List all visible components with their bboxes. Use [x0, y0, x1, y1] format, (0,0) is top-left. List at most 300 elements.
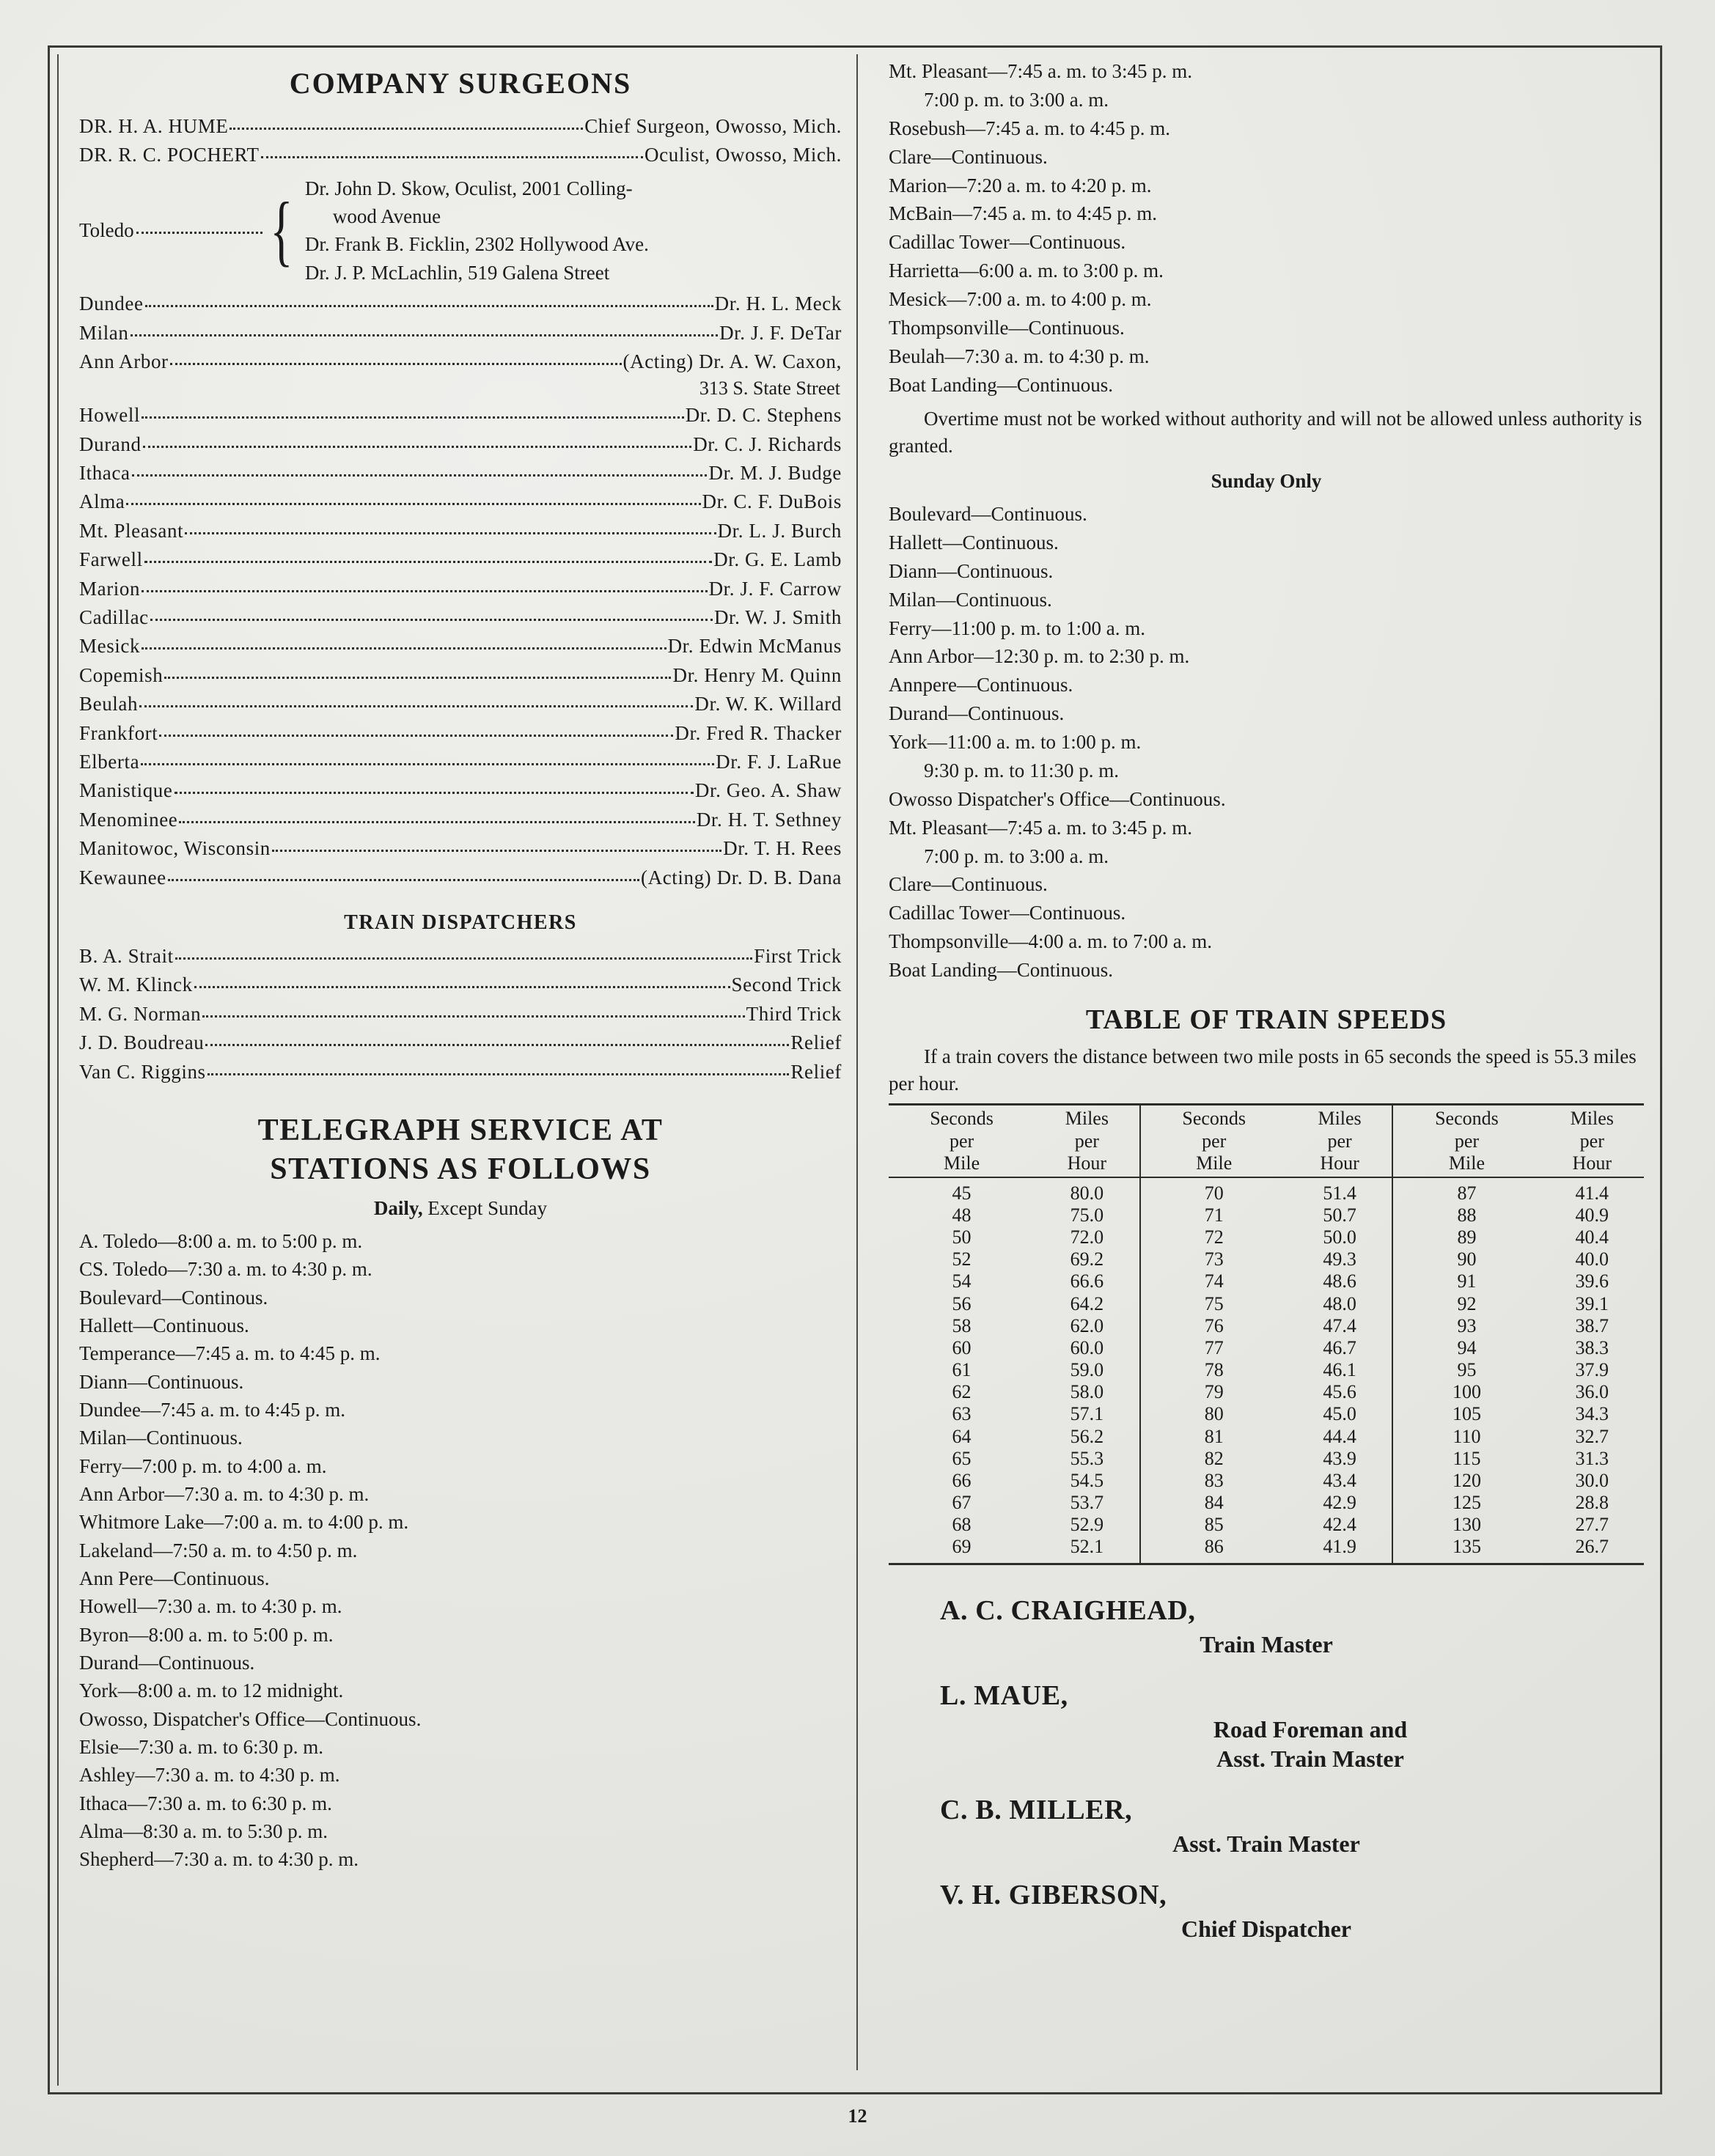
signature-name: C. B. MILLER, — [940, 1794, 1133, 1825]
dispatcher-row — [79, 942, 842, 971]
leader-dots — [144, 547, 712, 563]
table-row — [889, 1177, 1644, 1204]
table-cell: 63 — [952, 1403, 972, 1425]
leader-row-name: Dundee — [79, 293, 144, 315]
table-cell: 71 — [1204, 1204, 1224, 1226]
table-cell: 61 — [952, 1359, 972, 1381]
leader-row-value: Dr. Henry M. Quinn — [672, 663, 842, 686]
leader-row-name: Van C. Riggins — [79, 1060, 206, 1083]
telegraph-station-item: Boulevard—Continous. — [79, 1286, 268, 1309]
telegraph-station-item: Diann—Continuous. — [79, 1370, 244, 1393]
dispatchers-rows — [79, 942, 842, 1086]
table-cell: 87 — [1457, 1182, 1477, 1204]
table-cell: 73 — [1204, 1248, 1224, 1270]
table-column-header-line: Hour — [1572, 1152, 1612, 1174]
surgeon-row — [79, 430, 842, 459]
sunday-station-item: Ferry—11:00 p. m. to 1:00 a. m. — [889, 617, 1145, 639]
dispatcher-row — [79, 1058, 842, 1086]
leader-row-name: Howell — [79, 404, 141, 427]
sunday-only-heading: Sunday Only — [1211, 470, 1322, 492]
table-cell: 40.9 — [1575, 1204, 1609, 1226]
telegraph-station-item: Elsie—7:30 a. m. to 6:30 p. m. — [79, 1735, 323, 1758]
table-cell: 66.6 — [1035, 1270, 1140, 1292]
table-cell: 45 — [952, 1182, 972, 1204]
table-cell: 27.7 — [1575, 1514, 1609, 1536]
telegraph-station-item: Ann Pere—Continuous. — [79, 1567, 270, 1590]
table-cell: 75 — [1204, 1292, 1224, 1314]
table-cell: 40.4 — [1575, 1226, 1609, 1248]
table-cell: 40.0 — [1575, 1248, 1609, 1270]
table-column-header — [889, 1105, 1035, 1177]
surgeon-row — [79, 603, 842, 632]
table-cell: 75.0 — [1035, 1204, 1140, 1226]
table-column-header — [1288, 1105, 1393, 1177]
left-column — [79, 57, 842, 1874]
table-column-header-line: Mile — [1448, 1152, 1485, 1174]
surgeon-row — [79, 488, 842, 516]
telegraph-heading-line2: STATIONS AS FOLLOWS — [270, 1152, 651, 1186]
table-cell: 58.0 — [1035, 1381, 1140, 1403]
sunday-station-item: 9:30 p. m. to 11:30 p. m. — [924, 759, 1120, 781]
table-cell: 31.3 — [1575, 1447, 1609, 1469]
leader-row-value: Dr. C. J. Richards — [693, 433, 842, 455]
leader-row-name: Farwell — [79, 548, 143, 571]
table-column-header-line: per — [1579, 1130, 1604, 1152]
leader-dots — [164, 662, 671, 678]
leader-row-name: Durand — [79, 433, 142, 455]
table-cell: 120 — [1452, 1469, 1481, 1491]
leader-dots — [142, 575, 707, 592]
leader-dots — [175, 943, 752, 960]
table-cell: 115 — [1453, 1447, 1481, 1469]
table-cell: 82 — [1204, 1447, 1224, 1469]
surgeon-row — [79, 748, 842, 776]
leader-row-name: Marion — [79, 577, 141, 600]
telegraph-station-item: Harrietta—6:00 a. m. to 3:00 p. m. — [889, 260, 1164, 282]
leader-dots — [168, 864, 639, 880]
leader-row-value: Dr. G. E. Lamb — [713, 548, 842, 571]
leader-dots — [205, 1030, 789, 1046]
leader-dots — [143, 431, 692, 447]
table-cell: 65 — [952, 1447, 972, 1469]
table-cell: 72 — [1204, 1226, 1224, 1248]
telegraph-station-item: Lakeland—7:50 a. m. to 4:50 p. m. — [79, 1539, 358, 1561]
table-column-header-line: per — [1074, 1130, 1099, 1152]
sunday-station-item: Owosso Dispatcher's Office—Continuous. — [889, 787, 1226, 810]
telegraph-station-item: Marion—7:20 a. m. to 4:20 p. m. — [889, 174, 1152, 196]
surgeon-row — [79, 112, 842, 141]
signature-name: V. H. GIBERSON, — [940, 1879, 1167, 1910]
leader-row-name: Kewaunee — [79, 866, 166, 888]
leader-row-name: Milan — [79, 321, 129, 344]
leader-dots — [142, 633, 666, 650]
train-speeds-table-wrapper — [889, 1103, 1644, 1564]
surgeon-row — [79, 834, 842, 863]
table-column-header-line: Miles — [1065, 1108, 1109, 1130]
table-cell: 64.2 — [1035, 1293, 1140, 1315]
leader-row-name: Alma — [79, 490, 125, 513]
leader-dots — [159, 720, 673, 736]
sunday-station-item: Thompsonville—4:00 a. m. to 7:00 a. m. — [889, 930, 1212, 953]
leader-row-name: DR. R. C. POCHERT — [79, 144, 260, 166]
table-cell: 135 — [1452, 1536, 1481, 1558]
table-cell: 46.1 — [1288, 1359, 1393, 1381]
table-cell: 105 — [1452, 1403, 1481, 1425]
leader-dots — [131, 320, 719, 336]
table-cell: 41.9 — [1288, 1536, 1393, 1562]
toledo-line: Dr. J. P. McLachlin, 519 Galena Street — [304, 261, 610, 284]
leader-dots — [126, 489, 700, 505]
telegraph-station-item: Ferry—7:00 p. m. to 4:00 a. m. — [79, 1454, 327, 1477]
telegraph-station-item: Owosso, Dispatcher's Office—Continuous. — [79, 1707, 422, 1730]
right-column — [889, 57, 1644, 1964]
table-row — [889, 1204, 1644, 1226]
table-row — [889, 1270, 1644, 1292]
leader-row-name: Cadillac — [79, 606, 149, 628]
table-cell: 41.4 — [1575, 1182, 1609, 1204]
table-cell: 70 — [1204, 1182, 1224, 1204]
table-cell: 67 — [952, 1492, 972, 1514]
table-column-header-line: per — [949, 1130, 974, 1152]
table-cell: 59.0 — [1035, 1359, 1140, 1381]
telegraph-station-item: Mt. Pleasant—7:45 a. m. to 3:45 p. m. — [889, 60, 1192, 82]
table-cell: 45.0 — [1288, 1403, 1393, 1425]
surgeon-row — [79, 776, 842, 805]
dispatcher-row — [79, 971, 842, 999]
surgeon-row — [79, 806, 842, 834]
daily-continued-list — [889, 57, 1644, 400]
table-row — [889, 1293, 1644, 1315]
table-cell: 80.0 — [1035, 1177, 1140, 1204]
telegraph-station-item: Temperance—7:45 a. m. to 4:45 p. m. — [79, 1342, 381, 1365]
signature-name: L. MAUE, — [940, 1679, 1068, 1711]
sunday-station-item: Diann—Continuous. — [889, 559, 1054, 582]
toledo-line: wood Avenue — [332, 205, 441, 228]
telegraph-station-item: CS. Toledo—7:30 a. m. to 4:30 p. m. — [79, 1258, 372, 1281]
table-row — [889, 1337, 1644, 1359]
leader-row-name: W. M. Klinck — [79, 974, 193, 996]
telegraph-subheading — [79, 1197, 842, 1220]
leader-dots — [208, 1059, 790, 1075]
leader-dots — [202, 1001, 744, 1017]
telegraph-station-item: Ashley—7:30 a. m. to 4:30 p. m. — [79, 1764, 340, 1787]
leader-row-value: Dr. L. J. Burch — [717, 519, 842, 542]
table-cell: 38.3 — [1575, 1336, 1609, 1358]
train-speeds-tbody — [889, 1177, 1644, 1563]
table-column-header-line: Miles — [1318, 1108, 1362, 1130]
table-column-header-line: per — [1327, 1130, 1352, 1152]
leader-dots — [141, 749, 714, 765]
leader-row-value: (Acting) Dr. A. W. Caxon, — [623, 350, 842, 372]
table-cell: 93 — [1457, 1314, 1477, 1336]
table-cell: 55.3 — [1035, 1448, 1140, 1470]
table-cell: 52 — [952, 1248, 972, 1270]
table-row — [889, 1315, 1644, 1337]
telegraph-station-item: Clare—Continuous. — [889, 145, 1048, 168]
table-header-row — [889, 1105, 1644, 1177]
table-cell: 78 — [1204, 1359, 1224, 1381]
toledo-label — [79, 216, 262, 244]
table-column-header-line: Seconds — [1182, 1108, 1246, 1130]
table-cell: 100 — [1452, 1381, 1481, 1403]
table-cell: 50.0 — [1288, 1226, 1393, 1248]
surgeon-row — [79, 141, 842, 169]
toledo-line: Dr. John D. Skow, Oculist, 2001 Colling- — [304, 177, 633, 199]
surgeons-top-rows — [79, 112, 842, 170]
table-cell: 42.4 — [1288, 1514, 1393, 1536]
surgeon-row — [79, 719, 842, 748]
telegraph-subheading-rest: Except Sunday — [422, 1197, 548, 1220]
telegraph-station-item: Milan—Continuous. — [79, 1427, 243, 1449]
table-cell: 52.1 — [1035, 1536, 1140, 1562]
table-cell: 39.6 — [1575, 1270, 1609, 1292]
leader-dots — [132, 460, 708, 477]
leader-row-name: DR. H. A. HUME — [79, 115, 229, 137]
table-cell: 60 — [952, 1336, 972, 1358]
signature-block — [889, 1594, 1644, 1943]
table-cell: 79 — [1204, 1381, 1224, 1403]
telegraph-station-item: 7:00 p. m. to 3:00 a. m. — [924, 88, 1109, 111]
leader-row-value: Dr. T. H. Rees — [723, 837, 842, 860]
table-cell: 95 — [1457, 1359, 1477, 1381]
leader-row-value: Second Trick — [731, 974, 842, 996]
sunday-station-item: York—11:00 a. m. to 1:00 p. m. — [889, 731, 1142, 753]
table-column-header-line: per — [1202, 1130, 1227, 1152]
leader-row-value: (Acting) Dr. D. B. Dana — [641, 866, 842, 888]
leader-row-value: Dr. H. L. Meck — [714, 293, 842, 315]
sunday-station-item: Clare—Continuous. — [889, 873, 1048, 896]
leader-row-name: Frankfort — [79, 721, 158, 744]
table-cell: 92 — [1457, 1292, 1477, 1314]
table-cell: 110 — [1453, 1425, 1481, 1447]
table-row — [889, 1492, 1644, 1514]
toledo-surgeons-block — [79, 174, 842, 287]
table-cell: 130 — [1452, 1514, 1481, 1536]
train-speeds-heading: TABLE OF TRAIN SPEEDS — [1085, 1004, 1447, 1035]
surgeon-row — [79, 661, 842, 690]
surgeon-row — [79, 545, 842, 574]
telegraph-station-item: Ithaca—7:30 a. m. to 6:30 p. m. — [79, 1792, 332, 1814]
table-cell: 28.8 — [1575, 1492, 1609, 1514]
leader-row-value: Dr. F. J. LaRue — [716, 751, 842, 773]
sunday-only-list — [889, 500, 1644, 985]
table-row — [889, 1403, 1644, 1425]
table-cell: 39.1 — [1575, 1292, 1609, 1314]
ann-arbor-address: 313 S. State Street — [699, 378, 840, 400]
sunday-station-item: Mt. Pleasant—7:45 a. m. to 3:45 p. m. — [889, 816, 1192, 839]
leader-dots — [185, 518, 716, 534]
table-cell: 34.3 — [1575, 1403, 1609, 1425]
leader-row-value: Dr. C. F. DuBois — [702, 490, 842, 513]
dispatcher-row — [79, 1000, 842, 1029]
sunday-station-item: 7:00 p. m. to 3:00 a. m. — [924, 845, 1109, 867]
overtime-note: Overtime must not be worked without authority and will not be allowed unless authority is granted. — [889, 407, 1642, 457]
table-cell: 52.9 — [1035, 1514, 1140, 1536]
leader-row-name: Elberta — [79, 751, 140, 773]
table-column-header — [1035, 1105, 1140, 1177]
leader-row-value: Relief — [790, 1060, 842, 1083]
telegraph-station-item: Whitmore Lake—7:00 a. m. to 4:00 p. m. — [79, 1511, 409, 1534]
telegraph-station-item: A. Toledo—8:00 a. m. to 5:00 p. m. — [79, 1230, 363, 1253]
train-dispatchers-heading: TRAIN DISPATCHERS — [344, 911, 577, 935]
table-row — [889, 1381, 1644, 1403]
leader-dots — [142, 402, 684, 419]
sunday-station-item: Cadillac Tower—Continuous. — [889, 902, 1126, 924]
telegraph-station-item: Durand—Continuous. — [79, 1652, 255, 1674]
table-column-header — [1140, 1105, 1288, 1177]
table-cell: 66 — [952, 1469, 972, 1491]
telegraph-station-item: Dundee—7:45 a. m. to 4:45 p. m. — [79, 1399, 345, 1421]
leader-dots — [261, 142, 643, 158]
leader-row-value: Dr. W. K. Willard — [694, 693, 842, 715]
telegraph-station-item: Beulah—7:30 a. m. to 4:30 p. m. — [889, 345, 1150, 367]
table-cell: 38.7 — [1575, 1314, 1609, 1336]
table-cell: 58 — [952, 1314, 972, 1336]
train-speeds-table — [889, 1103, 1644, 1562]
table-cell: 50 — [952, 1226, 972, 1248]
table-cell: 81 — [1204, 1425, 1224, 1447]
table-cell: 49.3 — [1288, 1248, 1393, 1270]
table-cell: 54 — [952, 1270, 972, 1292]
table-column-header-line: Mile — [944, 1152, 980, 1174]
leader-row-name: Ithaca — [79, 461, 131, 484]
table-row — [889, 1448, 1644, 1470]
table-cell: 64 — [952, 1425, 972, 1447]
table-row — [889, 1536, 1644, 1562]
column-divider — [856, 54, 858, 2070]
table-cell: 80 — [1204, 1403, 1224, 1425]
sunday-station-item: Annpere—Continuous. — [889, 674, 1073, 696]
sunday-station-item: Milan—Continuous. — [889, 588, 1052, 611]
table-row — [889, 1470, 1644, 1492]
table-cell: 32.7 — [1575, 1425, 1609, 1447]
leader-row-name: Ann Arbor — [79, 350, 169, 372]
signature-title: Asst. Train Master — [1172, 1830, 1360, 1857]
telegraph-station-item: York—8:00 a. m. to 12 midnight. — [79, 1679, 344, 1702]
telegraph-heading-line1: TELEGRAPH SERVICE AT — [257, 1114, 664, 1148]
leader-dots — [179, 806, 694, 823]
telegraph-station-list — [79, 1227, 842, 1874]
table-cell: 85 — [1204, 1514, 1224, 1536]
telegraph-station-item: McBain—7:45 a. m. to 4:45 p. m. — [889, 202, 1157, 225]
signature-title: Train Master — [1200, 1630, 1333, 1658]
table-cell: 50.7 — [1288, 1204, 1393, 1226]
leader-row-value: Dr. J. F. DeTar — [719, 321, 842, 344]
telegraph-station-item: Thompsonville—Continuous. — [889, 316, 1125, 339]
leader-row-value: Dr. Fred R. Thacker — [675, 721, 842, 744]
leader-dots — [139, 691, 693, 707]
leader-row-name: Menominee — [79, 808, 178, 831]
surgeon-row — [79, 575, 842, 603]
leader-row-value: Third Trick — [746, 1002, 842, 1025]
train-speeds-thead — [889, 1105, 1644, 1177]
telegraph-station-item: Shepherd—7:30 a. m. to 4:30 p. m. — [79, 1848, 359, 1871]
leader-row-value: Dr. M. J. Budge — [708, 461, 842, 484]
sunday-station-item: Boat Landing—Continuous. — [889, 959, 1113, 981]
surgeon-row — [79, 459, 842, 488]
toledo-surgeon-list — [305, 174, 842, 287]
telegraph-station-item: Ann Arbor—7:30 a. m. to 4:30 p. m. — [79, 1483, 370, 1506]
table-cell: 84 — [1204, 1492, 1224, 1514]
leader-dots — [150, 605, 713, 621]
leader-dots — [272, 836, 721, 852]
leader-dots — [145, 291, 713, 307]
leader-row-name: Mt. Pleasant — [79, 519, 184, 542]
table-column-header-line: per — [1454, 1130, 1480, 1152]
table-cell: 125 — [1452, 1492, 1481, 1514]
leader-row-value: Dr. J. F. Carrow — [708, 577, 842, 600]
brace-icon: { — [270, 186, 293, 274]
leader-row-name: Manistique — [79, 779, 173, 802]
surgeon-row — [79, 632, 842, 661]
sunday-station-item: Hallett—Continuous. — [889, 531, 1059, 553]
leader-row-value: Dr. D. C. Stephens — [685, 404, 842, 427]
table-cell: 62 — [952, 1381, 972, 1403]
table-cell: 74 — [1204, 1270, 1224, 1292]
sunday-station-item: Durand—Continuous. — [889, 702, 1065, 725]
leader-row-name: Copemish — [79, 663, 164, 686]
telegraph-station-item: Cadillac Tower—Continuous. — [889, 231, 1126, 254]
leader-row-name: M. G. Norman — [79, 1002, 202, 1025]
table-row — [889, 1248, 1644, 1270]
surgeons-rows — [79, 290, 842, 892]
telegraph-station-item: Byron—8:00 a. m. to 5:00 p. m. — [79, 1623, 334, 1646]
telegraph-station-item: Alma—8:30 a. m. to 5:30 p. m. — [79, 1820, 328, 1842]
telegraph-station-item: Hallett—Continuous. — [79, 1314, 249, 1337]
table-cell: 62.0 — [1035, 1315, 1140, 1337]
toledo-line: Dr. Frank B. Ficklin, 2302 Hollywood Ave. — [304, 233, 649, 256]
leader-dots — [175, 778, 694, 794]
leader-row-value: Dr. H. T. Sethney — [696, 808, 842, 831]
table-cell: 89 — [1457, 1226, 1477, 1248]
telegraph-service-heading — [79, 1111, 842, 1188]
table-cell: 26.7 — [1575, 1536, 1609, 1558]
table-cell: 44.4 — [1288, 1426, 1393, 1448]
table-cell: 76 — [1204, 1314, 1224, 1336]
table-column-header — [1540, 1105, 1644, 1177]
leader-dots — [194, 972, 730, 988]
table-column-header-line: Mile — [1196, 1152, 1233, 1174]
telegraph-station-item: Rosebush—7:45 a. m. to 4:45 p. m. — [889, 117, 1170, 139]
table-row — [889, 1359, 1644, 1381]
table-cell: 56.2 — [1035, 1426, 1140, 1448]
leader-row-value: Dr. Geo. A. Shaw — [694, 779, 842, 802]
table-cell: 69 — [952, 1536, 972, 1558]
table-cell: 68 — [952, 1514, 972, 1536]
train-speeds-note: If a train covers the distance between two mile posts in 65 seconds the speed is 55.3 miles per hour. — [889, 1045, 1637, 1095]
table-cell: 91 — [1457, 1270, 1477, 1292]
leader-row-name: J. D. Boudreau — [79, 1031, 205, 1054]
leader-row-name: Mesick — [79, 635, 141, 658]
surgeon-row — [79, 864, 842, 892]
leader-row-value: Dr. Edwin McManus — [667, 635, 842, 658]
company-surgeons-heading: COMPANY SURGEONS — [289, 67, 632, 100]
table-cell: 88 — [1457, 1204, 1477, 1226]
table-row — [889, 1426, 1644, 1448]
table-cell: 83 — [1204, 1469, 1224, 1491]
sunday-station-item: Boulevard—Continuous. — [889, 503, 1087, 525]
table-column-header-line: Miles — [1570, 1108, 1614, 1130]
surgeon-row — [79, 290, 842, 318]
leader-row-value: Chief Surgeon, Owosso, Mich. — [584, 115, 842, 137]
page-number: 12 — [848, 2105, 867, 2127]
sunday-station-item: Ann Arbor—12:30 p. m. to 2:30 p. m. — [889, 645, 1190, 668]
table-column-header-line: Hour — [1320, 1152, 1359, 1174]
table-cell: 48.6 — [1288, 1270, 1393, 1292]
dispatcher-row — [79, 1029, 842, 1057]
table-cell: 60.0 — [1035, 1337, 1140, 1359]
surgeon-row — [79, 319, 842, 347]
